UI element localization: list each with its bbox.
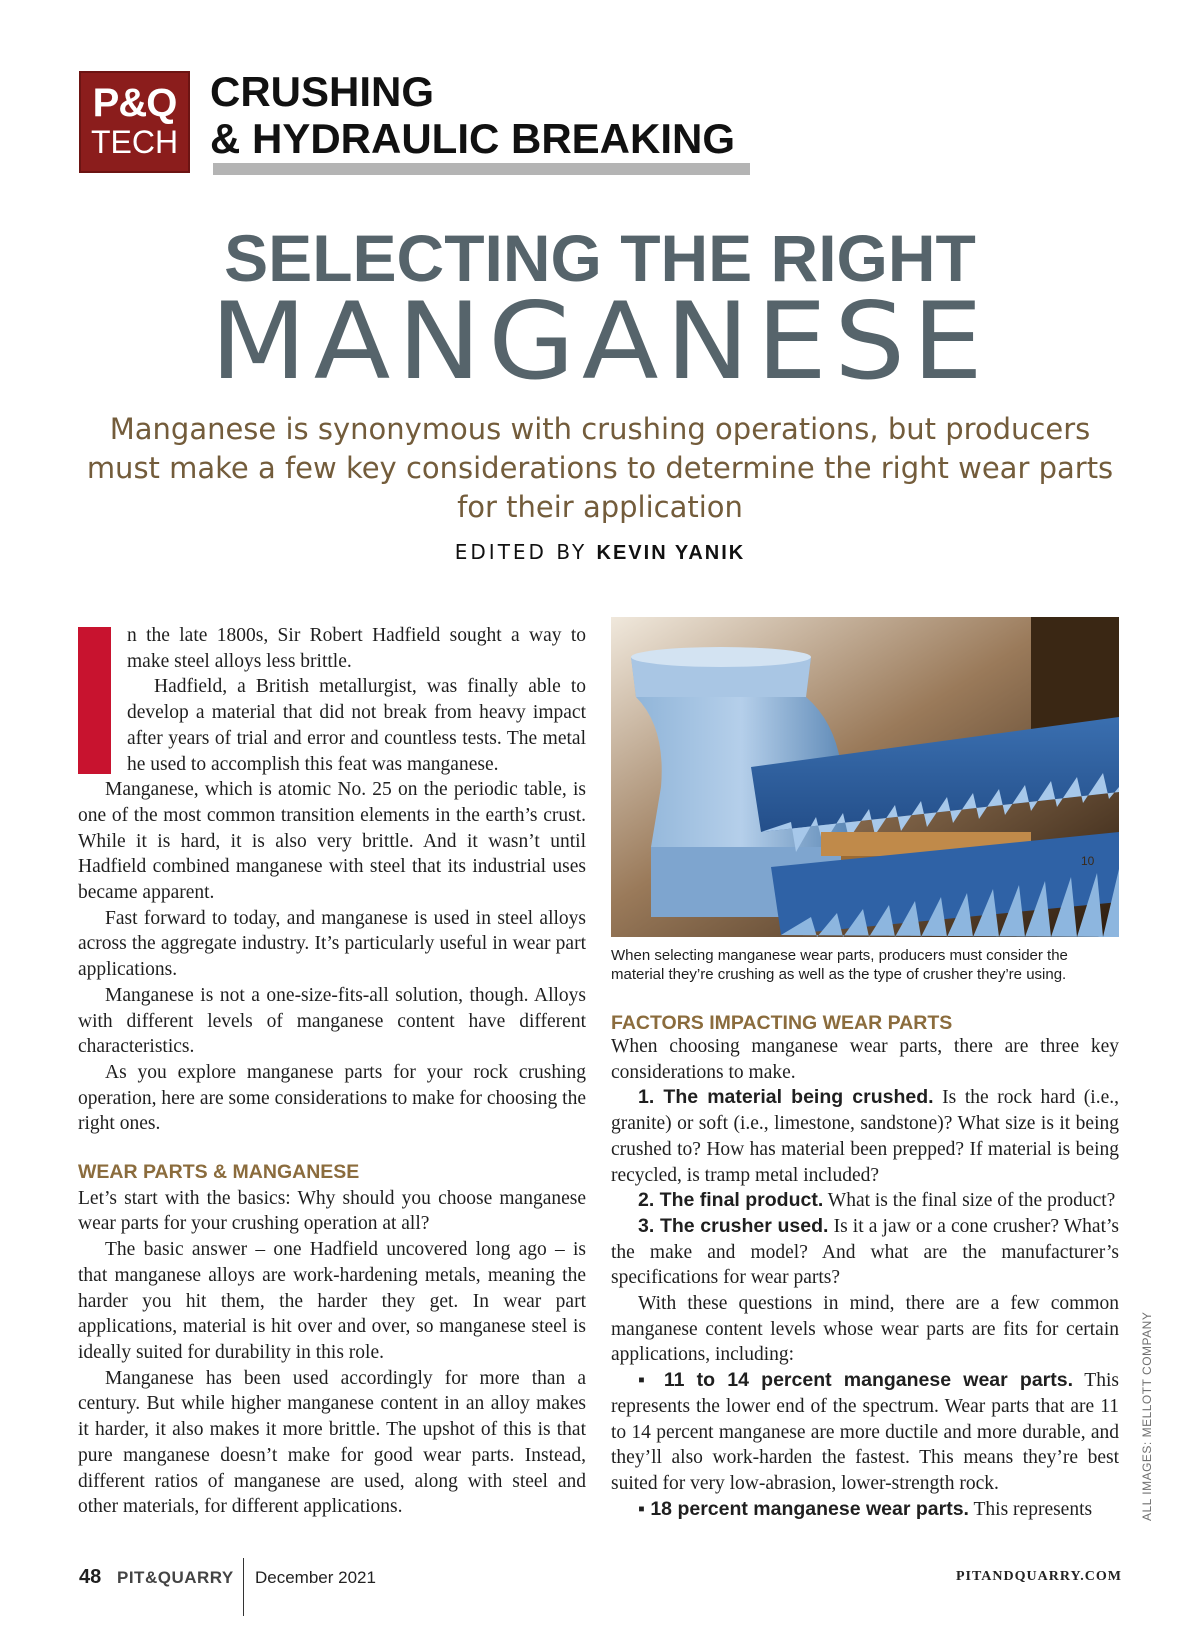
body-paragraph: With these questions in mind, there are a few common manganese content levels whose wear parts are fits for certain applications, including: [611,1293,1119,1366]
logo-line2: TECH [90,124,179,160]
page-number: 48 [79,1566,102,1588]
byline [0,540,1200,565]
body-paragraph: When choosing manganese wear parts, there are three key considerations to make. [611,1036,1119,1083]
bullet-item [611,1497,1119,1523]
deck: Manganese is synonymous with crushing operations, but producers must make a few key considerations to determine the right wear parts for their application [86,412,1114,524]
page-footer [0,1566,1200,1626]
intro-paragraph: n the late 1800s, Sir Robert Hadfield sought a way to make steel alloys less brittle. [127,625,586,672]
logo-line1: P&Q [92,81,177,125]
issue-date: December 2021 [255,1568,376,1587]
bullet-text: This represents the lower end of the spectrum. Wear parts that are 11 to 14 percent manganese are more ductile and more durable, and they’ll also work-harden the fastest. This means they’re best suited for very low-abrasion, lower-strength rock. [611,1370,1119,1494]
website: PITANDQUARRY.COM [955,1569,1122,1584]
body-paragraph: Manganese is not a one-size-fits-all solution, though. Alloys with different levels of manganese content have different characteristics. [78,984,586,1058]
photo-illustration [611,617,1119,937]
list-item-text: Is the rock hard (i.e., granite) or soft (i.e., limestone, sandstone)? What size is it being crushed to? How has material been prepped? If material is being recycled, is tramp metal included? [611,1087,1119,1186]
headline-line2: MANGANESE [210,280,990,404]
list-item [611,1214,1119,1291]
list-item [611,1085,1119,1188]
intro-block [78,623,586,777]
headline-line1: SELECTING THE RIGHT [224,221,976,295]
footer-divider [243,1558,244,1616]
part-marking: 10 [1081,854,1095,868]
manganese-wear-parts-photo [611,617,1119,937]
left-column [78,623,586,1520]
bullet-text: This represents [968,1498,1093,1520]
subhead-wear-parts: WEAR PARTS & MANGANESE [78,1161,360,1184]
body-paragraph: Let’s start with the basics: Why should you choose manganese wear parts for your crushing operation at all? [78,1187,586,1235]
photo-caption: When selecting manganese wear parts, producers must consider the material they’re crushing as well as the type of crusher they’re using. [611,947,1068,983]
list-item-text: Is it a jaw or a cone crusher? What’s the make and model? And what are the manufacturer’s specifications for wear parts? [611,1215,1120,1289]
list-item-lead: 3. The crusher used. [638,1214,829,1237]
section-rule [213,163,750,175]
section-heading [210,68,750,162]
bullet-lead: ▪ 11 to 14 percent manganese wear parts. [638,1369,1074,1392]
section-line1: CRUSHING [210,68,435,115]
list-item [611,1188,1119,1214]
body-paragraph: Fast forward to today, and manganese is used in steel alloys across the aggregate industry. It’s particularly useful in wear part applications. [78,907,586,981]
drop-cap [78,627,111,774]
byline-prefix: EDITED BY [454,540,588,564]
subhead-factors: FACTORS IMPACTING WEAR PARTS [611,1012,953,1034]
byline-author: KEVIN YANIK [596,542,746,564]
body-paragraph: The basic answer – one Hadfield uncovered long ago – is that manganese alloys are work-hardening metals, meaning the harder you hit them, the harder they get. In wear part applications, material is hit over and over, so manganese steel is ideally suited for durability in this role. [78,1239,586,1363]
pq-tech-logo [79,71,190,173]
section-line2: & HYDRAULIC BREAKING [210,115,735,162]
list-item-text: What is the final size of the product? [823,1190,1116,1212]
list-item-lead: 1. The material being crushed. [638,1086,934,1109]
body-paragraph: Manganese has been used accordingly for more than a century. But while higher manganese content in an alloy makes it harder, it also makes it more brittle. The upshot of this is that pure manganese doesn’t make for good wear parts. Instead, different ratios of manganese are used, along with steel and other materials, for different applications. [78,1367,586,1518]
list-item-lead: 2. The final product. [638,1189,824,1212]
intro-paragraph: Hadfield, a British metallurgist, was finally able to develop a material that did not break from heavy impact after years of trial and error and countless tests. The metal he used to accomplish this feat was manganese. [127,676,586,775]
bullet-lead: ▪ 18 percent manganese wear parts. [638,1497,969,1520]
bullet-item [611,1368,1119,1497]
publication-name: PIT&QUARRY [117,1568,234,1587]
right-column [611,1034,1119,1522]
body-paragraph: As you explore manganese parts for your rock crushing operation, here are some considerations to make for choosing the right ones. [78,1061,586,1135]
photo-credit: ALL IMAGES: MELLOTT COMPANY [1140,1311,1154,1521]
body-paragraph: Manganese, which is atomic No. 25 on the periodic table, is one of the most common transition elements in the earth’s crust. While it is hard, it is also very brittle. And it wasn’t until Hadfield combined manganese with steel that its industrial uses became apparent. [78,779,586,904]
